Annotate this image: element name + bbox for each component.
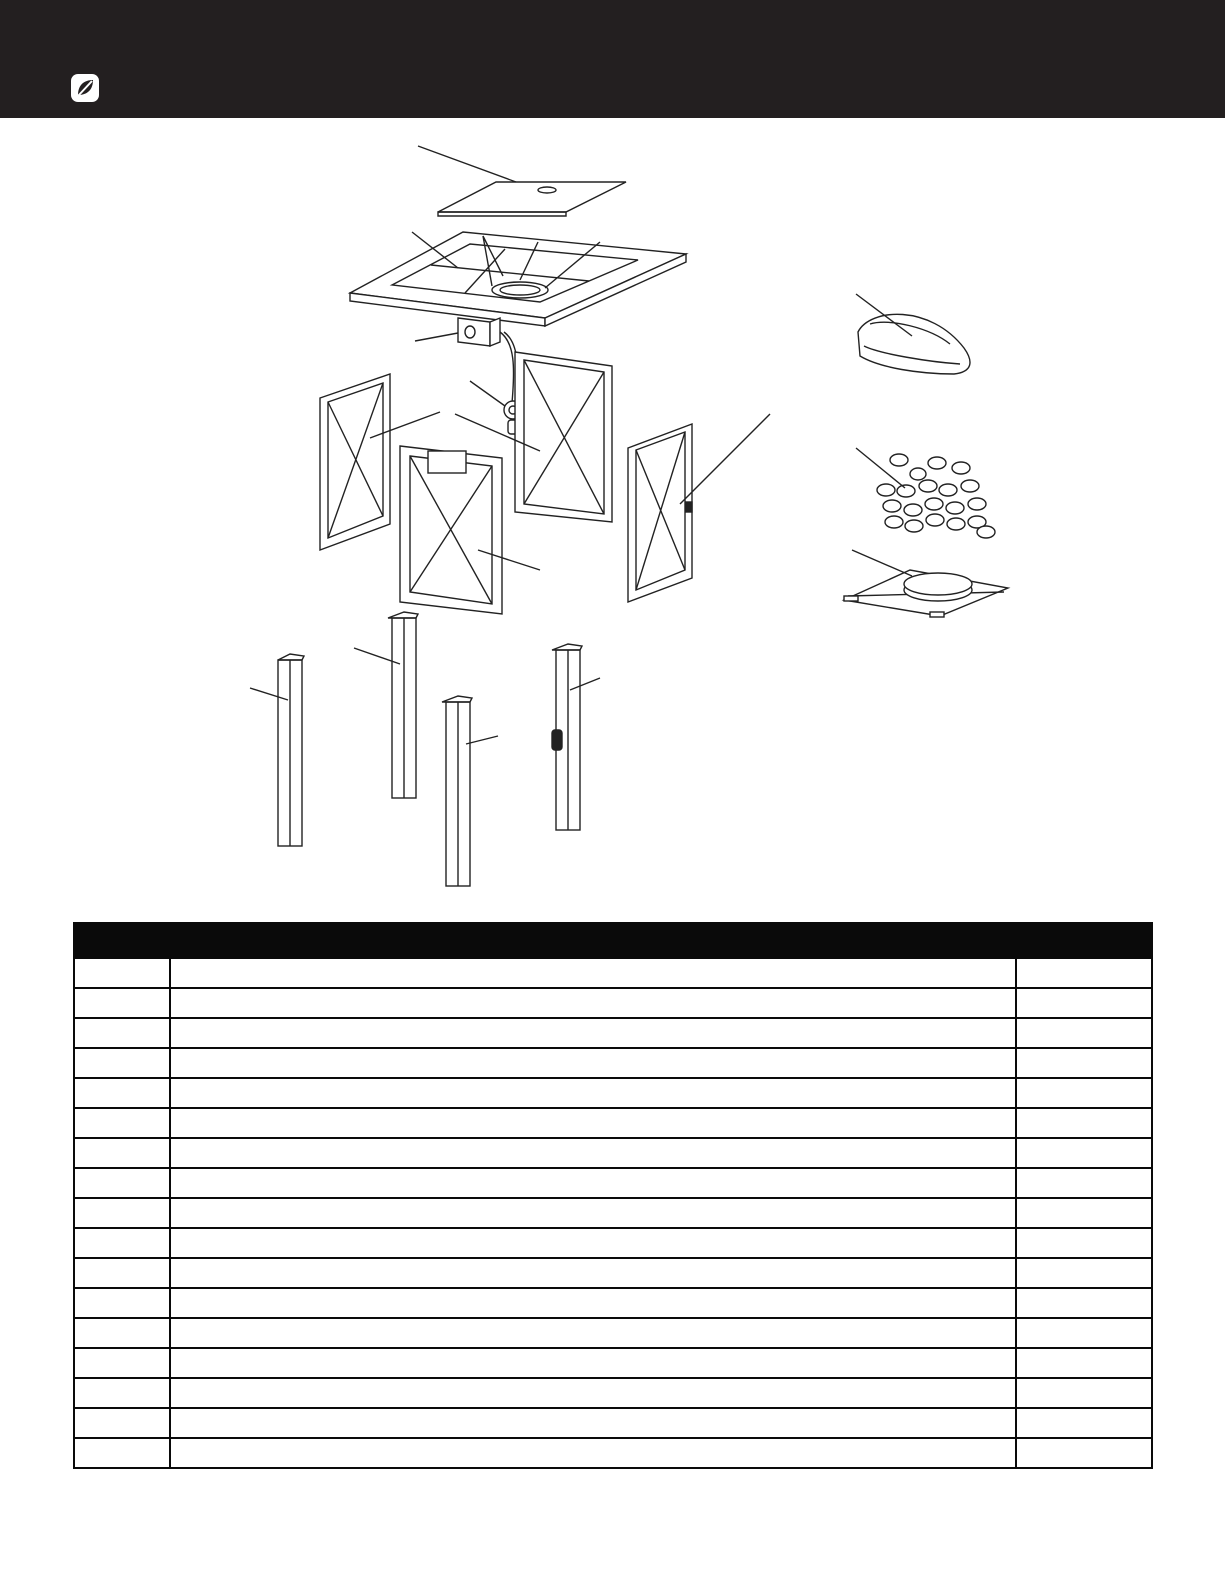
header-bar [0,0,1225,118]
quantity-cell [1016,1198,1152,1228]
table-top-part [350,232,686,326]
description-cell [170,1048,1016,1078]
part-cell [74,1018,170,1048]
description-cell [170,988,1016,1018]
quantity-cell [1016,1078,1152,1108]
part-cell [74,1168,170,1198]
part-cell [74,1408,170,1438]
quantity-cell [1016,958,1152,988]
col-header-description [170,923,1016,958]
lid-part [438,182,626,216]
table-row [74,1318,1152,1348]
table-row [74,1108,1152,1138]
part-cell [74,1228,170,1258]
table-row [74,958,1152,988]
table-row [74,1168,1152,1198]
table-row [74,1078,1152,1108]
part-cell [74,1078,170,1108]
description-cell [170,958,1016,988]
part-cell [74,958,170,988]
control-box-part [458,318,500,346]
leg-1 [278,654,304,846]
description-cell [170,1108,1016,1138]
description-cell [170,1348,1016,1378]
description-cell [170,1378,1016,1408]
description-cell [170,1288,1016,1318]
table-row [74,1018,1152,1048]
exploded-assembly-diagram [0,118,1225,908]
side-panel-left [320,374,390,550]
table-row [74,1288,1152,1318]
part-cell [74,1348,170,1378]
col-header-part [74,923,170,958]
quantity-cell [1016,1138,1152,1168]
parts-table-body [74,958,1152,1468]
col-header-quantity [1016,923,1152,958]
leg-3 [442,696,472,886]
description-cell [170,1258,1016,1288]
table-row [74,1228,1152,1258]
side-panel-back [515,352,612,522]
description-cell [170,1018,1016,1048]
table-row [74,1438,1152,1468]
leader-line [418,146,516,182]
parts-list-table [73,922,1153,1469]
part-cell [74,1138,170,1168]
side-panel-front [400,446,502,614]
leg-4 [552,644,582,830]
table-row [74,1138,1152,1168]
table-header-row [74,923,1152,958]
part-cell [74,1198,170,1228]
description-cell [170,1408,1016,1438]
quantity-cell [1016,1048,1152,1078]
table-row [74,1198,1152,1228]
quantity-cell [1016,1288,1152,1318]
table-row [74,1348,1152,1378]
description-cell [170,1318,1016,1348]
description-cell [170,1198,1016,1228]
quantity-cell [1016,1378,1152,1408]
table-row [74,988,1152,1018]
description-cell [170,1228,1016,1258]
table-row [74,1258,1152,1288]
part-cell [74,1288,170,1318]
table-row [74,1048,1152,1078]
leader-line [466,736,498,744]
leader-line [470,381,505,406]
quantity-cell [1016,988,1152,1018]
quantity-cell [1016,1348,1152,1378]
part-cell [74,988,170,1018]
quantity-cell [1016,1168,1152,1198]
quantity-cell [1016,1108,1152,1138]
lava-rocks-part [877,454,995,538]
leaf-logo-icon [70,73,100,103]
leader-line [852,550,912,576]
burner-frame-part [844,570,1008,617]
description-cell [170,1168,1016,1198]
part-cell [74,1318,170,1348]
part-cell [74,1108,170,1138]
quantity-cell [1016,1018,1152,1048]
quantity-cell [1016,1258,1152,1288]
quantity-cell [1016,1438,1152,1468]
table-row [74,1378,1152,1408]
leader-line [680,414,770,504]
description-cell [170,1078,1016,1108]
leader-line [415,333,458,341]
part-cell [74,1438,170,1468]
part-cell [74,1258,170,1288]
table-row [74,1408,1152,1438]
part-cell [74,1378,170,1408]
leg-2 [388,612,418,798]
part-cell [74,1048,170,1078]
quantity-cell [1016,1408,1152,1438]
quantity-cell [1016,1318,1152,1348]
quantity-cell [1016,1228,1152,1258]
cover-bag-part [858,314,970,374]
description-cell [170,1138,1016,1168]
description-cell [170,1438,1016,1468]
side-panel-door [628,424,692,602]
